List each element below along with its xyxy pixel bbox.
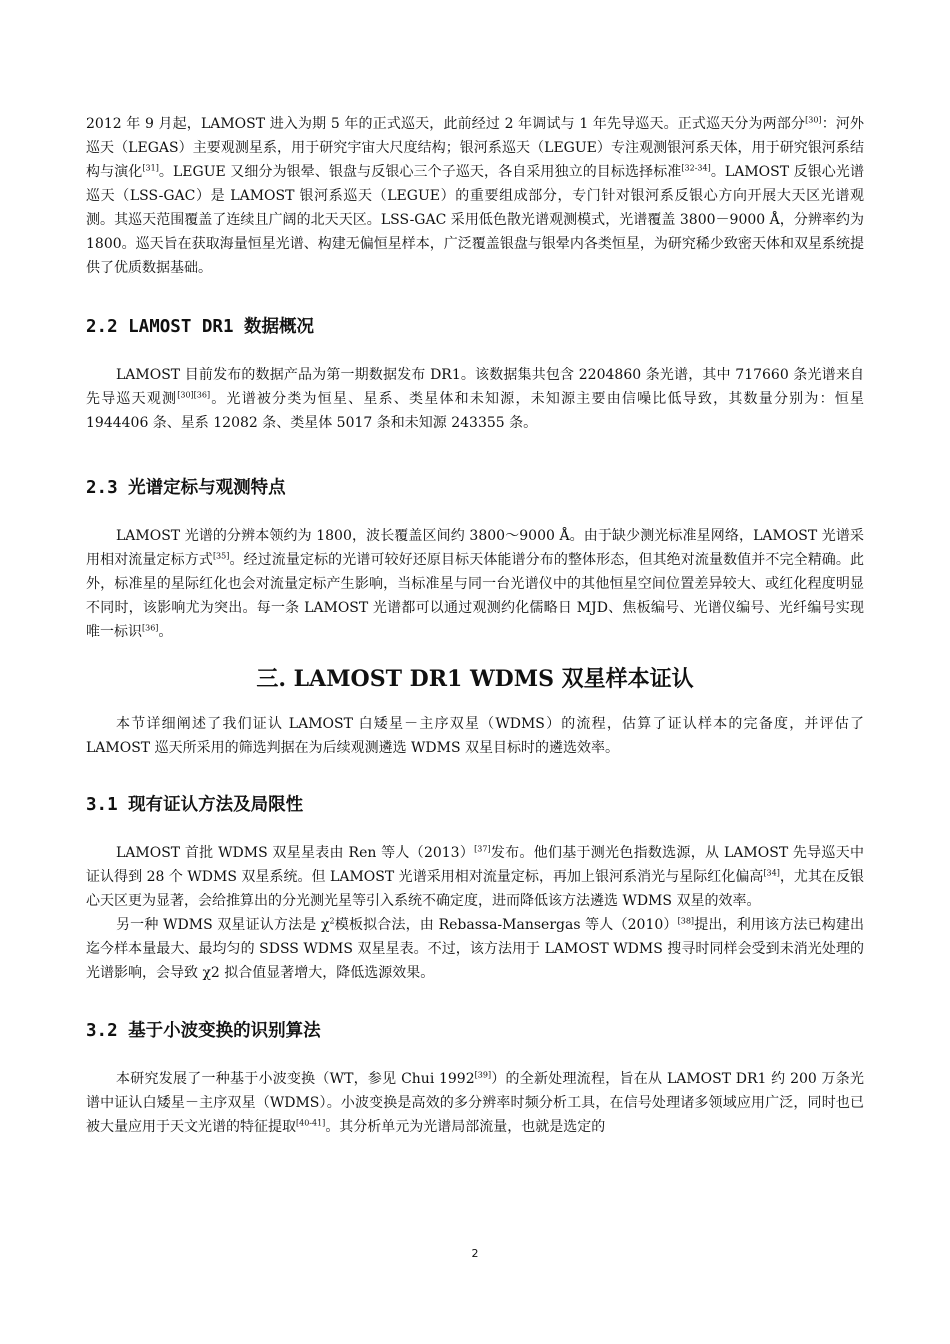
citation: [35]: [212, 551, 230, 561]
text-run: 本研究发展了一种基于小波变换（WT，参见 Chui 1992: [116, 1071, 475, 1087]
text-run: 。: [158, 624, 173, 640]
text-run: 。其分析单元为光谱局部流量，也就是选定的: [325, 1119, 606, 1135]
text-run: 。LAMOST 反银心光谱巡天（LSS-GAC）是 LAMOST 银河系巡天（LEGUE）的重要组成部分，专门针对银河系反银心方向开展大天区光谱观测。其巡天范围覆盖了连续且广阔的北天天区。LSS-GAC 采用低色散光谱观测模式，光谱覆盖 3800－9000 Å，分辨率约为 1800。巡天旨在获取海量恒星光谱、构建无偏恒星样本，广泛覆盖银盘与银晕内各类恒星，为研究稀少致密天体和双星系统提供了优质数据基础。: [86, 164, 864, 276]
paragraph-flux-calibration: [86, 524, 864, 644]
page-number: 2: [471, 1247, 479, 1260]
citation: [40-41]: [296, 1118, 326, 1128]
text-run: 本节详细阐述了我们证认 LAMOST 白矮星－主序双星（WDMS）的流程，估算了证认样本的完备度，并评估了 LAMOST 巡天所采用的筛选判据在为后续观测遴选 WDMS 双星目标时的遴选效率。: [86, 716, 864, 756]
citation: [34]: [763, 868, 780, 878]
citation: [30]: [805, 115, 822, 125]
text-run: ）的全新处理流程，旨在从 LAMOST DR1 约 200 万条光谱中证认白矮星－主序双星（WDMS）。小波变换是高效的多分辨率时频分析工具，在信号处理诸多领域应用广泛，同时也已被大量应用于天文光谱的特征提取: [86, 1071, 865, 1135]
text-run: 。LEGUE 又细分为银晕、银盘与反银心三个子巡天，各自采用独立的目标选择标准: [158, 164, 682, 180]
section-heading-3-1: 3.1 现有证认方法及局限性: [86, 795, 304, 815]
page-body: [86, 112, 864, 1139]
citation: [39]: [474, 1070, 492, 1080]
paragraph-section-intro: [86, 712, 864, 760]
paragraph-legue-survey: [86, 112, 864, 280]
paragraph-chi2-method: [86, 913, 864, 985]
paragraph-dr1-overview: [86, 363, 864, 435]
text-run: 2012 年 9 月起，LAMOST 进入为期 5 年的正式巡天，此前经过 2 年调试与 1 年先导巡天。正式巡天分为两部分: [86, 116, 806, 132]
text-run: 。经过流量定标的光谱可较好还原目标天体能谱分布的整体形态，但其绝对流量数值并不完全精确。此外，标准星的星际红化也会对流量定标产生影响，当标准星与同一台光谱仪中的其他恒星空间位置差异较大、或红化程度明显不同时，该影响尤为突出。每一条 LAMOST 光谱都可以通过观测约化儒略日 MJD、焦板编号、光谱仪编号、光纤编号实现唯一标识: [86, 552, 865, 640]
superscript: 2: [329, 916, 335, 926]
paragraph-wavelet-method: [86, 1067, 864, 1139]
section-heading-2-3: 2.3 光谱定标与观测特点: [86, 478, 286, 498]
citation: [30][36]: [177, 390, 211, 400]
citation: [37]: [474, 844, 491, 854]
text-run: 模板拟合法，由 Rebassa-Mansergas 等人（2010）: [334, 917, 678, 933]
citation: [32-34]: [681, 163, 711, 173]
text-run: ，尤其在反银心天区更为显著，会给推算出的分光测光星等引入系统不确定度，进而降低该方法遴选 WDMS 双星的效率。: [86, 869, 865, 909]
text-run: 。光谱被分类为恒星、星系、类星体和未知源，未知源主要由信噪比低导致，其数量分别为：恒星 1944406 条、星系 12082 条、类星体 5017 条和未知源 243355 条。: [86, 391, 865, 431]
text-run: 提出，利用该方法已构建出迄今样本量最大、最均匀的 SDSS WDMS 双星星表。不过，该方法用于 LAMOST WDMS 搜寻时同样会受到未消光处理的光谱影响，会导致 χ2 拟合值显著增大，降低选源效果。: [86, 917, 865, 981]
section-heading-3-2: 3.2 基于小波变换的识别算法: [86, 1021, 321, 1041]
text-run: 另一种 WDMS 双星证认方法是 χ: [116, 917, 330, 933]
text-run: 发布。他们基于测光色指数选源，从 LAMOST 先导巡天中证认得到 28 个 WDMS 双星系统。但 LAMOST 光谱采用相对流量定标，再加上银河系消光与星际红化偏高: [86, 845, 864, 885]
text-run: LAMOST 目前发布的数据产品为第一期数据发布 DR1。该数据集共包含 2204860 条光谱，其中 717660 条光谱来自先导巡天观测: [86, 367, 864, 407]
citation: [36]: [142, 623, 159, 633]
chapter-heading-3: 三. LAMOST DR1 WDMS 双星样本证认: [256, 666, 694, 692]
citation: [38]: [677, 916, 695, 926]
paragraph-ren-catalog: [86, 841, 864, 913]
section-heading-2-2: 2.2 LAMOST DR1 数据概况: [86, 317, 315, 337]
text-run: ：河外巡天（LEGAS）主要观测星系，用于研究宇宙大尺度结构；银河系巡天（LEGUE）专注观测银河系天体，用于研究银河系结构与演化: [86, 116, 865, 180]
text-run: LAMOST 首批 WDMS 双星星表由 Ren 等人（2013）: [116, 845, 475, 861]
text-run: LAMOST 光谱的分辨本领约为 1800，波长覆盖区间约 3800～9000 Å。由于缺少测光标准星网络，LAMOST 光谱采用相对流量定标方式: [86, 528, 864, 568]
citation: [31]: [142, 163, 159, 173]
